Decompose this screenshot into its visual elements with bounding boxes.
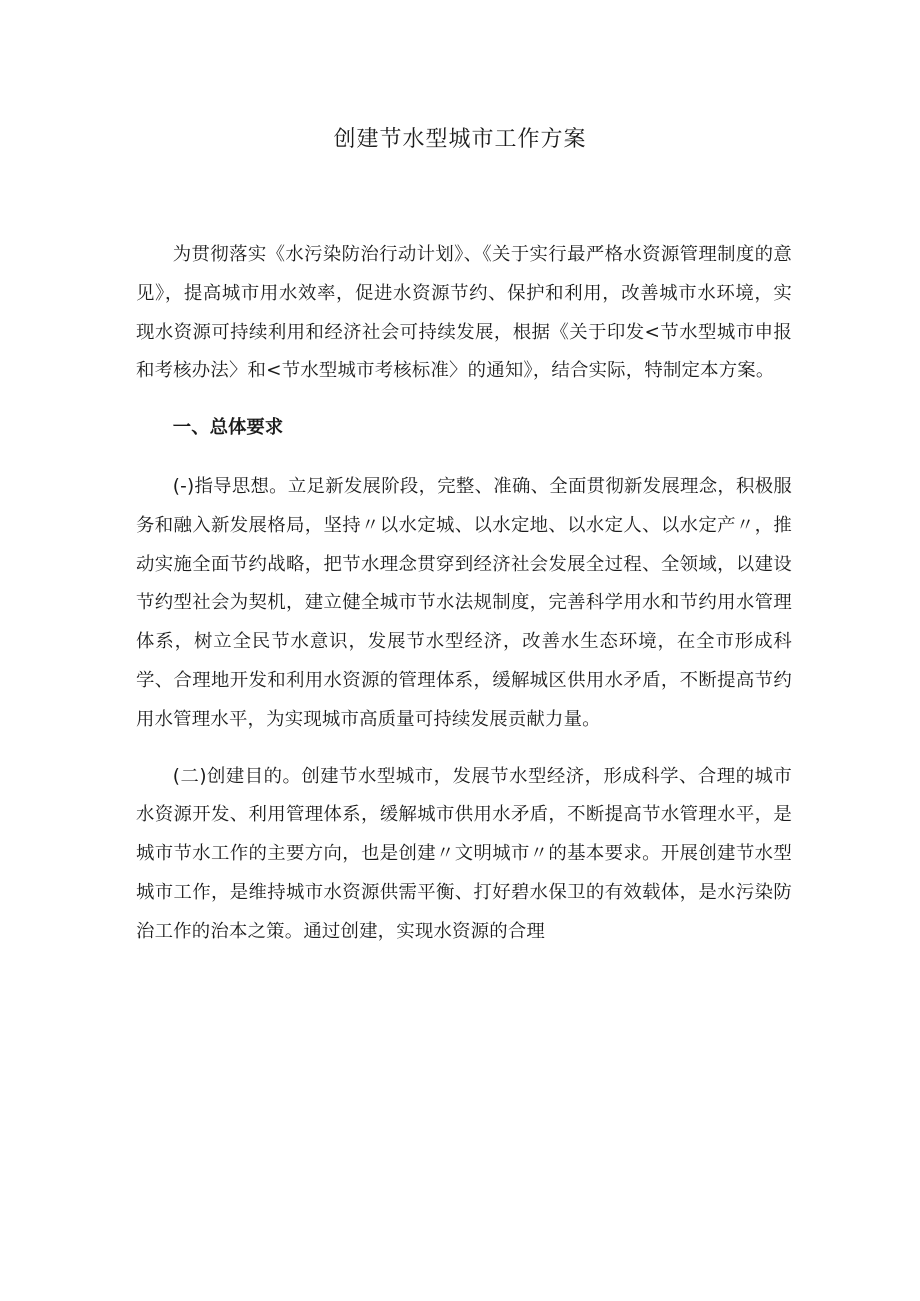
document-title: 创建节水型城市工作方案 (333, 127, 587, 152)
intro-paragraph: 为贯彻落实《水污染防治行动计划》、《关于实行最严格水资源管理制度的意见》，提高城市用水效率，促进水资源节约、保护和利用，改善城市水环境，实现水资源可持续利用和经济社会可持续发展，根据《关于印发<节水型城市申报和考核办法〉和<节水型城市考核标准〉的通知》，结合实际，特制定本方案。 (136, 244, 792, 382)
section-heading-general-requirements: 一、总体要求 (172, 417, 284, 439)
document-body (136, 236, 792, 952)
paragraph-guiding-ideology: (-)指导思想。立足新发展阶段，完整、准确、全面贯彻新发展理念，积极服务和融入新发展格局，坚持〃以水定城、以水定地、以水定人、以水定产〃，推动实施全面节约战略，把节水理念贯穿到经济社会发展全过程、全领域，以建设节约型社会为契机，建立健全城市节水法规制度，完善科学用水和节约用水管理体系，树立全民节水意识，发展节水型经济，改善水生态环境，在全市形成科学、合理地开发和利用水资源的管理体系，缓解城区供用水矛盾，不断提高节约用水管理水平，为实现城市高质量可持续发展贡献力量。 (136, 475, 792, 730)
paragraph-creation-purpose: (二)创建目的。创建节水型城市，发展节水型经济，形成科学、合理的城市水资源开发、利用管理体系，缓解城市供用水矛盾，不断提高节水管理水平，是城市节水工作的主要方向，也是创建〃文明城市〃的基本要求。开展创建节水型城市工作，是维持城市水资源供需平衡、打好碧水保卫的有效载体，是水污染防治工作的治本之策。通过创建，实现水资源的合理 (136, 765, 792, 942)
